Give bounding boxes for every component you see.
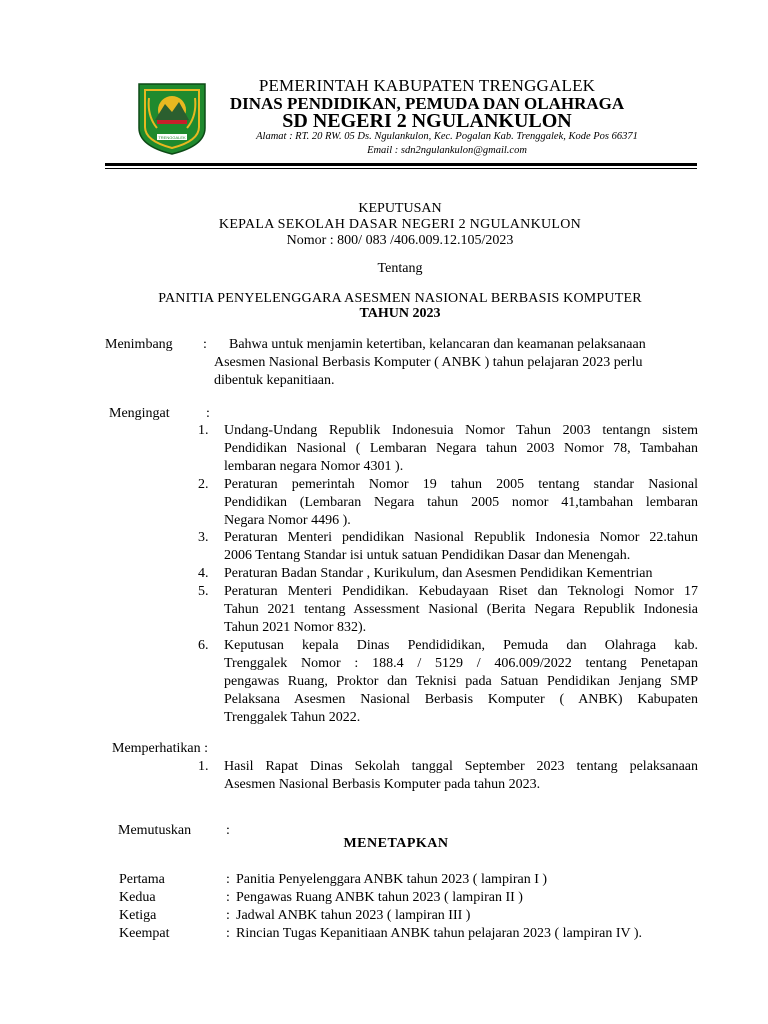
- letterhead-rule-thin: [105, 168, 697, 169]
- list-item-line: lembaran negara Nomor 4301 ).: [224, 459, 404, 474]
- list-item-number: 2.: [198, 477, 209, 492]
- decree-subject-year: TAHUN 2023: [359, 306, 441, 321]
- decision-colon: :: [226, 926, 230, 941]
- memperhatikan-label: Memperhatikan :: [112, 741, 209, 756]
- decree-number: Nomor : 800/ 083 /406.009.12.105/2023: [286, 233, 514, 248]
- school-name: SD NEGERI 2 NGULANKULON: [282, 110, 572, 132]
- letterhead-rule-thick: [105, 163, 697, 166]
- list-item-line: Asesmen Nasional Berbasis Komputer pada tahun 2023.: [224, 777, 541, 792]
- list-item-line: Trenggalek Tahun 2022.: [224, 710, 361, 725]
- list-item-number: 5.: [198, 584, 209, 599]
- menimbang-line: Asesmen Nasional Berbasis Komputer ( ANBK ) tahun pelajaran 2023 perlu: [214, 355, 643, 370]
- decision-text: Rincian Tugas Kepanitiaan ANBK tahun pelajaran 2023 ( lampiran IV ).: [236, 926, 643, 941]
- list-item-line: Peraturan pemerintah Nomor 19 tahun 2005 tentang standar Nasional: [224, 477, 698, 492]
- list-item-number: 1.: [198, 759, 209, 774]
- decision-label: Ketiga: [119, 908, 157, 923]
- decision-text: Jadwal ANBK tahun 2023 ( lampiran III ): [236, 908, 471, 923]
- trenggalek-emblem-icon: [135, 80, 209, 156]
- list-item-line: Keputusan kepala Dinas Pendididikan, Pemuda dan Olahraga kab.: [224, 638, 698, 653]
- list-item-line: Peraturan Badan Standar , Kurikulum, dan Asesmen Pendidikan Kementrian: [224, 566, 653, 581]
- memutuskan-label: Memutuskan: [118, 823, 192, 838]
- list-item-line: Negara Nomor 4496 ).: [224, 513, 351, 528]
- decree-title: KEPUTUSAN: [358, 201, 442, 216]
- mengingat-label: Mengingat: [109, 406, 170, 421]
- menimbang-label: Menimbang: [105, 337, 173, 352]
- list-item-number: 1.: [198, 423, 209, 438]
- decree-subject: PANITIA PENYELENGGARA ASESMEN NASIONAL BERBASIS KOMPUTER: [158, 291, 642, 306]
- menetapkan-heading: MENETAPKAN: [343, 836, 449, 851]
- menimbang-line: dibentuk kepanitiaan.: [214, 373, 335, 388]
- department-name: DINAS PENDIDIKAN, PEMUDA DAN OLAHRAGA: [229, 94, 625, 113]
- list-item-line: Tahun 2021 Nomor 832).: [224, 620, 367, 635]
- decision-colon: :: [226, 908, 230, 923]
- decision-label: Keempat: [119, 926, 170, 941]
- tentang-label: Tentang: [377, 261, 423, 276]
- list-item-line: Pendidikan (Lembaran Negara tahun 2005 nomor 41,tambahan lembaran: [224, 495, 698, 510]
- list-item-number: 3.: [198, 530, 209, 545]
- mengingat-colon: :: [206, 406, 210, 421]
- decision-label: Pertama: [119, 872, 165, 887]
- menimbang-line: Bahwa untuk menjamin ketertiban, kelancaran dan keamanan pelaksanaan: [229, 337, 646, 352]
- list-item-line: Undang-Undang Republik Indonesuia Nomor Tahun 2003 tentangn sistem: [224, 423, 698, 438]
- school-address: Alamat : RT. 20 RW. 05 Ds. Ngulankulon, Kec. Pogalan Kab. Trenggalek, Kode Pos 66371: [256, 131, 638, 142]
- school-email: Email : sdn2ngulankulon@gmail.com: [367, 145, 527, 156]
- list-item-line: Peraturan Menteri Pendidikan. Kebudayaan Riset dan Teknologi Nomor 17: [224, 584, 698, 599]
- decision-label: Kedua: [119, 890, 156, 905]
- decision-text: Panitia Penyelenggara ANBK tahun 2023 ( lampiran I ): [236, 872, 548, 887]
- list-item-number: 6.: [198, 638, 209, 653]
- list-item-line: Peraturan Menteri pendidikan Nasional Republik Indonesia Nomor 22.tahun: [224, 530, 698, 545]
- decision-colon: :: [226, 872, 230, 887]
- regency-logo: [135, 80, 209, 156]
- list-item-line: Tahun 2021 tentang Assessment Nasional (Berita Negara Republik Indonesia: [224, 602, 698, 617]
- menimbang-colon: :: [203, 337, 207, 352]
- decision-text: Pengawas Ruang ANBK tahun 2023 ( lampiran II ): [236, 890, 523, 905]
- list-item-line: Pelaksana Asesmen Nasional Berbasis Komputer ( ANBK) Kabupaten: [224, 692, 698, 707]
- decision-colon: :: [226, 890, 230, 905]
- list-item-line: Trenggalek Nomor : 188.4 / 5129 / 406.009/2022 tentang Penetapan: [224, 656, 698, 671]
- memutuskan-colon: :: [226, 823, 230, 838]
- svg-text:TRENGGALEK: TRENGGALEK: [158, 135, 186, 140]
- list-item-line: Hasil Rapat Dinas Sekolah tanggal September 2023 tentang pelaksanaan: [224, 759, 698, 774]
- decree-subtitle: KEPALA SEKOLAH DASAR NEGERI 2 NGULANKULON: [218, 217, 582, 232]
- list-item-line: Pendidikan Nasional ( Lembaran Negara tahun 2003 Nomor 78, Tambahan: [224, 441, 698, 456]
- list-item-number: 4.: [198, 566, 209, 581]
- list-item-line: pengawas Ruang, Proktor dan Teknisi pada Satuan Pendidikan Jenjang SMP: [224, 674, 698, 689]
- government-name: PEMERINTAH KABUPATEN TRENGGALEK: [258, 76, 596, 95]
- list-item-line: 2006 Tentang Standar isi untuk satuan Pendidikan Dasar dan Menengah.: [224, 548, 631, 563]
